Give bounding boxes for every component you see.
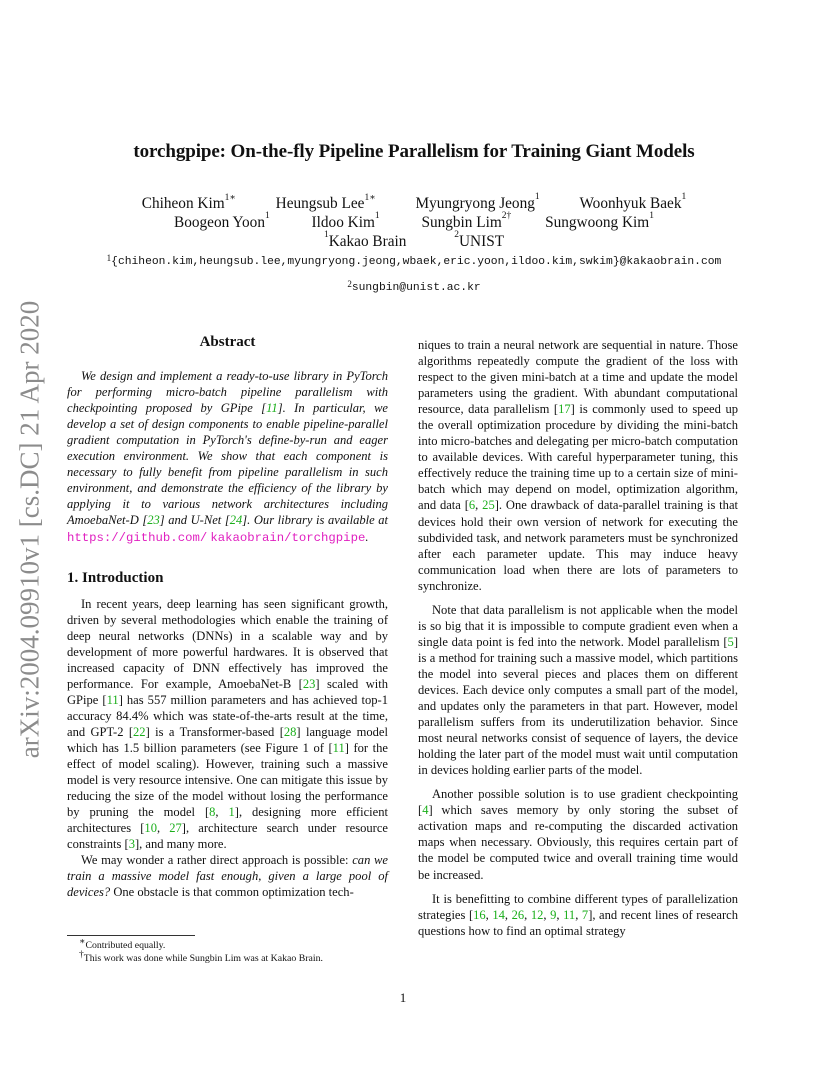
author-name: Boogeon Yoon [174, 214, 265, 231]
footnote [79, 952, 399, 965]
citation-link[interactable]: 17 [558, 402, 571, 417]
author-name: Sungwoong Kim [545, 214, 650, 231]
author-name: Heungsub Lee [275, 195, 365, 212]
affiliation-sup: 2 [454, 230, 459, 240]
left-column [67, 334, 388, 901]
author-sup: 1∗ [364, 193, 376, 203]
section-heading: 1. Introduction [67, 569, 164, 586]
text-run: ] has 557 million parameters and has achieved top-1 accuracy 84.4% which was state-of-the-arts result at the time, and GPT-2 [ [67, 692, 388, 739]
citation-link[interactable]: 11 [332, 741, 345, 756]
author [142, 195, 236, 213]
affiliation-sup: 1 [323, 230, 329, 240]
text-run: We may wonder a rather direct approach is possible: [81, 853, 353, 868]
abstract-heading: Abstract [199, 334, 256, 350]
text-run: One obstacle is that common optimization tech- [110, 885, 354, 900]
citation-link[interactable]: 22 [133, 724, 146, 739]
text-run: ]. One drawback of data-parallel training is that devices hold their own version of network for executing the subdivided task, and network parameters must be synchronized after each parameter update. This may induce heavy communication load when there are lots of parameters to synchronize. [418, 498, 738, 593]
citation-link[interactable]: 6 [468, 498, 476, 513]
email-line-1 [0, 253, 828, 268]
abstract-text [67, 368, 388, 546]
authors-row-2 [0, 211, 828, 232]
affiliation [454, 230, 505, 251]
text-run: ] scaled with GPipe [ [67, 676, 388, 707]
emphasis-text: can we train a massive model fast enough, given a large pool of devices? [67, 853, 388, 900]
author-sup: 1 [681, 192, 687, 202]
author [174, 211, 270, 232]
body-paragraph [418, 337, 738, 594]
body-paragraph [418, 786, 738, 882]
text-run: Note that data parallelism is not applicable when the model is so big that it is impossible to compute gradient even when a single data point is fed into the network. Model parallelism [ [418, 602, 738, 649]
authors-row-1 [0, 192, 828, 213]
author [579, 192, 687, 213]
email-line-2 [0, 279, 828, 294]
paper-title: torchgpipe: On-the-fly Pipeline Parallelism for Training Giant Models [133, 141, 695, 162]
text-run: ] for the effect of model scaling). However, training such a massive model is very resource intensive. One can mitigate this issue by reducing the size of the model without losing the performance by pruning the model [ [67, 741, 388, 820]
footnote-text: Contributed equally. [85, 940, 166, 951]
text-run: ] and U-Net [ [159, 513, 230, 528]
footnote-rule [67, 935, 195, 936]
author-sup: 1 [374, 211, 380, 221]
citation-link[interactable]: 10 [144, 821, 157, 836]
text-run: ], architecture search under resource constraints [ [67, 821, 388, 852]
text-run: We design and implement a ready-to-use library in PyTorch for performing micro-batch pipeline parallelism with checkpointing proposed by GPipe [ [67, 369, 388, 416]
author-sup: 2† [501, 211, 512, 221]
text-run: . [365, 529, 369, 544]
arxiv-stamp: arXiv:2004.09910v1 [cs.DC] 21 Apr 2020 [14, 300, 45, 759]
text-run: , [504, 907, 512, 922]
repo-url-link[interactable]: kakaobrain/torchgpipe [210, 530, 366, 545]
citation-link[interactable]: 11 [563, 907, 576, 922]
text-run: , [524, 907, 531, 922]
citation-link[interactable]: 27 [169, 821, 182, 836]
text-run: ], and many more. [134, 837, 227, 852]
text-run: niques to train a neural network are sequential in nature. Those algorithms repeatedly compute the gradient of the loss with respect to the given mini-batch at a time and update the model parameters using the gradient. With abundant computational resource, data parallelism [ [418, 338, 738, 417]
affiliation-name: Kakao Brain [328, 233, 407, 250]
repo-url-link[interactable]: https://github.com/ [67, 530, 208, 545]
author-name: Chiheon Kim [141, 195, 225, 212]
footnote-mark: ∗ [79, 937, 86, 947]
text-run: , [215, 805, 229, 820]
email-address: sungbin@unist.ac.kr [351, 282, 481, 294]
author-name: Ildoo Kim [311, 214, 375, 231]
text-run: ] is commonly used to speed up the overall optimization procedure by dividing the mini-batch into micro-batches and delegating per micro-batch computation to available devices. With careful hyperparameter tuning, this effectively reduce the training time up to a certain size of mini-batch which may depend on model, optimization algorithm, and data [ [418, 402, 738, 513]
text-run: ] language model which has 1.5 billion parameters (see Figure 1 of [ [67, 724, 388, 756]
citation-link[interactable]: 23 [302, 676, 316, 691]
author-sup: 1 [264, 211, 270, 221]
author-sup: 1 [649, 211, 654, 221]
body-paragraph [418, 602, 738, 779]
text-run: It is benefitting to combine different types of parallelization strategies [ [418, 891, 738, 922]
text-run: , [575, 907, 582, 922]
email-sup: 1 [106, 253, 112, 263]
body-paragraph [418, 891, 738, 939]
intro-paragraph [67, 596, 388, 853]
citation-link[interactable]: 24 [229, 513, 243, 528]
author [276, 195, 376, 213]
citation-link[interactable]: 7 [581, 907, 589, 922]
text-run: ] which saves memory by only storing the subset of activation maps and re-computing the discarded activation maps when necessary. Obviously, this requires certain part of the model be computed twice and overall training time would be increased. [418, 803, 738, 882]
text-run: ], and recent lines of research questions how to find an optimal strategy [418, 907, 738, 938]
citation-link[interactable]: 8 [209, 805, 216, 820]
text-run: ], designing more efficient architectures [ [67, 805, 388, 836]
author-name: Myungryong Jeong [415, 195, 535, 212]
footnote-mark: † [79, 950, 84, 960]
author [545, 211, 654, 232]
text-run: ]. Our library is available at [242, 513, 389, 528]
author-name: Sungbin Lim [421, 214, 502, 231]
affiliation [323, 230, 407, 251]
text-run: , [156, 821, 170, 836]
text-run: ] is a Transformer-based [ [145, 724, 284, 739]
email-sup: 2 [347, 279, 352, 289]
citation-link[interactable]: 16 [473, 907, 486, 922]
author-name: Woonhyuk Baek [579, 195, 682, 212]
citation-link[interactable]: 3 [128, 837, 135, 852]
intro-paragraph [67, 852, 388, 900]
citation-link[interactable]: 11 [266, 401, 278, 416]
citation-link[interactable]: 14 [492, 907, 505, 922]
citation-link[interactable]: 23 [147, 513, 160, 528]
author [311, 211, 380, 232]
text-run: , [556, 907, 564, 922]
affiliations [0, 230, 828, 251]
text-run: In recent years, deep learning has seen significant growth, driven by several methodologies which enable the training of deep neural networks (DNNs) in a scalable way and by development of more powerful hardwares. It is observed that increased capacity of DNN effectively has improved the performance. For example, AmoebaNet-B [ [67, 596, 388, 691]
citation-link[interactable]: 9 [550, 907, 557, 922]
citation-link[interactable]: 26 [511, 907, 525, 922]
text-run: ]. In particular, we develop a set of design components to enable pipeline-parallel gradient computation in PyTorch's define-by-run and eager execution environment. We show that each component is necessary to fully benefit from pipeline parallelism in such environment, and demonstrate the efficiency of the library by applying it to various network architectures including AmoebaNet-D [ [67, 401, 389, 528]
text-run: , [485, 907, 493, 922]
text-run: Another possible solution is to use gradient checkpointing [ [418, 787, 738, 818]
footnote [79, 939, 399, 952]
citation-link[interactable]: 5 [727, 634, 734, 649]
footnotes [79, 939, 399, 965]
citation-link[interactable]: 1 [228, 805, 235, 820]
citation-link[interactable]: 12 [530, 907, 544, 922]
footnote-text: This work was done while Sungbin Lim was at Kakao Brain. [83, 953, 323, 964]
text-run: ] is a method for training such a massive model, which partitions the model into several pieces and places them on different devices. Each device only computes a small part of the model, and updates only the parameters in that part. However, model parallelism suffers from its underutilization behavior. Since most neural networks consist of sequence of layers, the device holding the later part of the model must wait until computation in devices holding earlier parts of the model. [418, 634, 738, 778]
citation-link[interactable]: 11 [106, 692, 119, 707]
citation-link[interactable]: 25 [482, 498, 495, 513]
right-column [418, 337, 738, 939]
citation-link[interactable]: 4 [422, 803, 429, 818]
email-address: {chiheon.kim,heungsub.lee,myungryong.jeong,wbaek,eric.yoon,ildoo.kim,swkim}@kakaobrain.com [111, 256, 722, 268]
author [415, 192, 540, 213]
citation-link[interactable]: 28 [283, 724, 297, 739]
page-number: 1 [399, 990, 407, 1005]
affiliation-name: UNIST [459, 233, 505, 250]
text-run: , [543, 907, 551, 922]
author [421, 211, 512, 232]
author-sup: 1∗ [224, 193, 236, 203]
text-run: , [475, 498, 483, 513]
author-sup: 1 [534, 192, 540, 202]
